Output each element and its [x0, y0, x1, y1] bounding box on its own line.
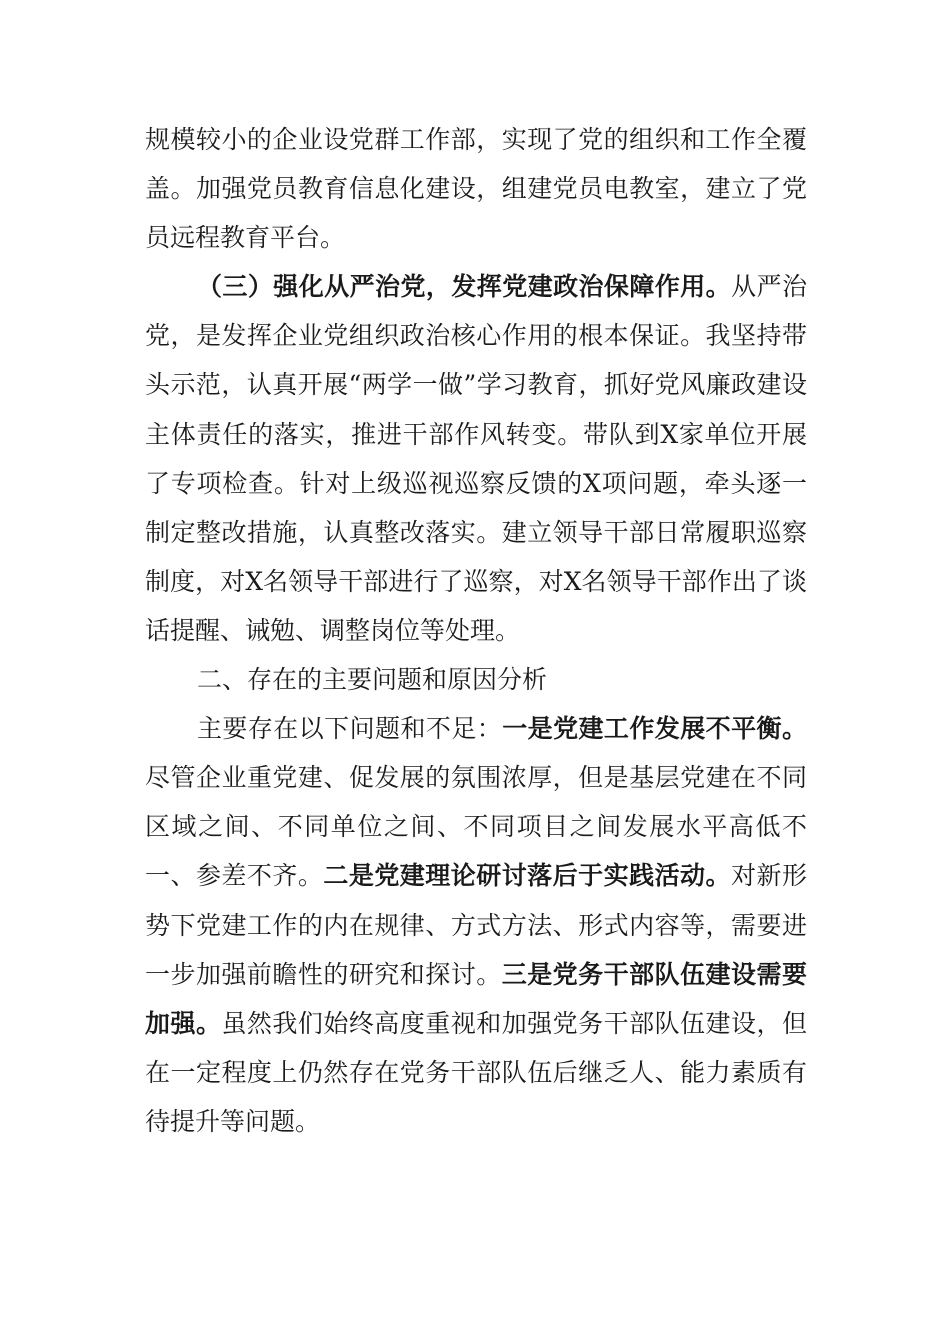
problem-one-heading: 一是党建工作发展不平衡。: [502, 714, 807, 744]
problem-three-heading: 三是党务干部队伍建设需要加强。: [145, 959, 807, 1038]
section-heading-two: 二、存在的主要问题和原因分析: [197, 665, 548, 695]
paragraph-intro: 主要存在以下问题和不足：: [197, 714, 503, 744]
document-page: [145, 115, 807, 1146]
paragraph-continuation: [145, 115, 807, 262]
problem-two-heading: 二是党建理论研讨落后于实践活动。: [323, 861, 732, 891]
paragraph-section-three: [145, 262, 807, 655]
paragraph-problems: [145, 704, 807, 1146]
paragraph-text: 从严治党，是发挥企业党组织政治核心作用的根本保证。我坚持带头示范，认真开展“两学一做”学习教育，抓好党风廉政建设主体责任的落实，推进干部作风转变。带队到X家单位开展了专项检查。针对上级巡视巡察反馈的X项问题，牵头逐一制定整改措施，认真整改落实。建立领导干部日常履职巡察制度，对X名领导干部进行了巡察，对X名领导干部作出了谈话提醒、诫勉、调整岗位等处理。: [145, 272, 807, 645]
section-heading-three: （三）强化从严治党，发挥党建政治保障作用。: [197, 272, 732, 302]
problem-two-text: 对新形势下党建工作的内在规律、方式方法、形式内容等，需要进一步加强前瞻性的研究和探讨。: [145, 861, 807, 989]
paragraph-text: 规模较小的企业设党群工作部，实现了党的组织和工作全覆盖。加强党员教育信息化建设，组建党员电教室，建立了党员远程教育平台。: [145, 125, 807, 253]
problem-three-text: 虽然我们始终高度重视和加强党务干部队伍建设，但在一定程度上仍然存在党务干部队伍后继乏人、能力素质有待提升等问题。: [145, 1008, 807, 1136]
problem-one-text: 尽管企业重党建、促发展的氛围浓厚，但是基层党建在不同区域之间、不同单位之间、不同项目之间发展水平高低不一、参差不齐。: [145, 763, 807, 891]
